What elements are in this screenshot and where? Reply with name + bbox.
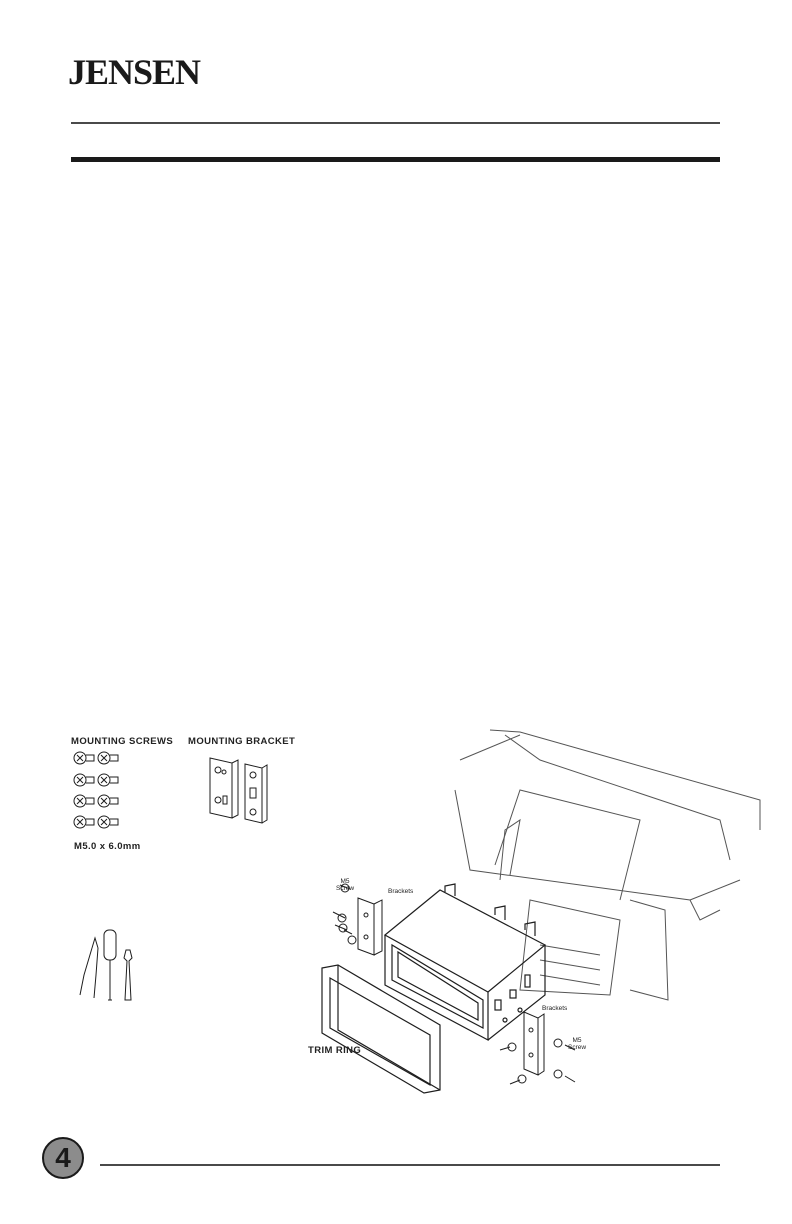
brackets-bottom-label: Brackets [542, 1005, 568, 1012]
mounting-screws-label: MOUNTING SCREWS [71, 736, 174, 747]
right-bracket-icon [500, 1012, 575, 1084]
m5-screw-bottom-line1: M5 [572, 1037, 582, 1044]
m5-screw-bottom-label [568, 1037, 586, 1051]
screw-spec-label: M5.0 x 6.0mm [74, 841, 141, 852]
brand-logo: JENSEN [68, 52, 201, 92]
m5-screw-top-line1: M5 [340, 878, 350, 885]
m5-screw-top-label [336, 878, 354, 892]
tools-icon [80, 930, 132, 1000]
m5-screw-bottom-line2: Screw [568, 1044, 587, 1052]
page-number-badge: 4 [42, 1137, 84, 1179]
dashboard-outline [455, 730, 760, 1000]
brackets-top-label: Brackets [388, 888, 414, 895]
head-unit-icon [385, 884, 545, 1040]
screws-icon [74, 752, 118, 828]
mounting-bracket-icon [210, 758, 267, 823]
mounting-bracket-label: MOUNTING BRACKET [188, 736, 296, 747]
trim-ring-label: TRIM RING [308, 1045, 362, 1056]
m5-screw-top-line2: Screw [336, 885, 355, 893]
trim-ring-icon [322, 965, 440, 1093]
left-bracket-icon [333, 884, 382, 955]
footer-rule [100, 1164, 720, 1166]
